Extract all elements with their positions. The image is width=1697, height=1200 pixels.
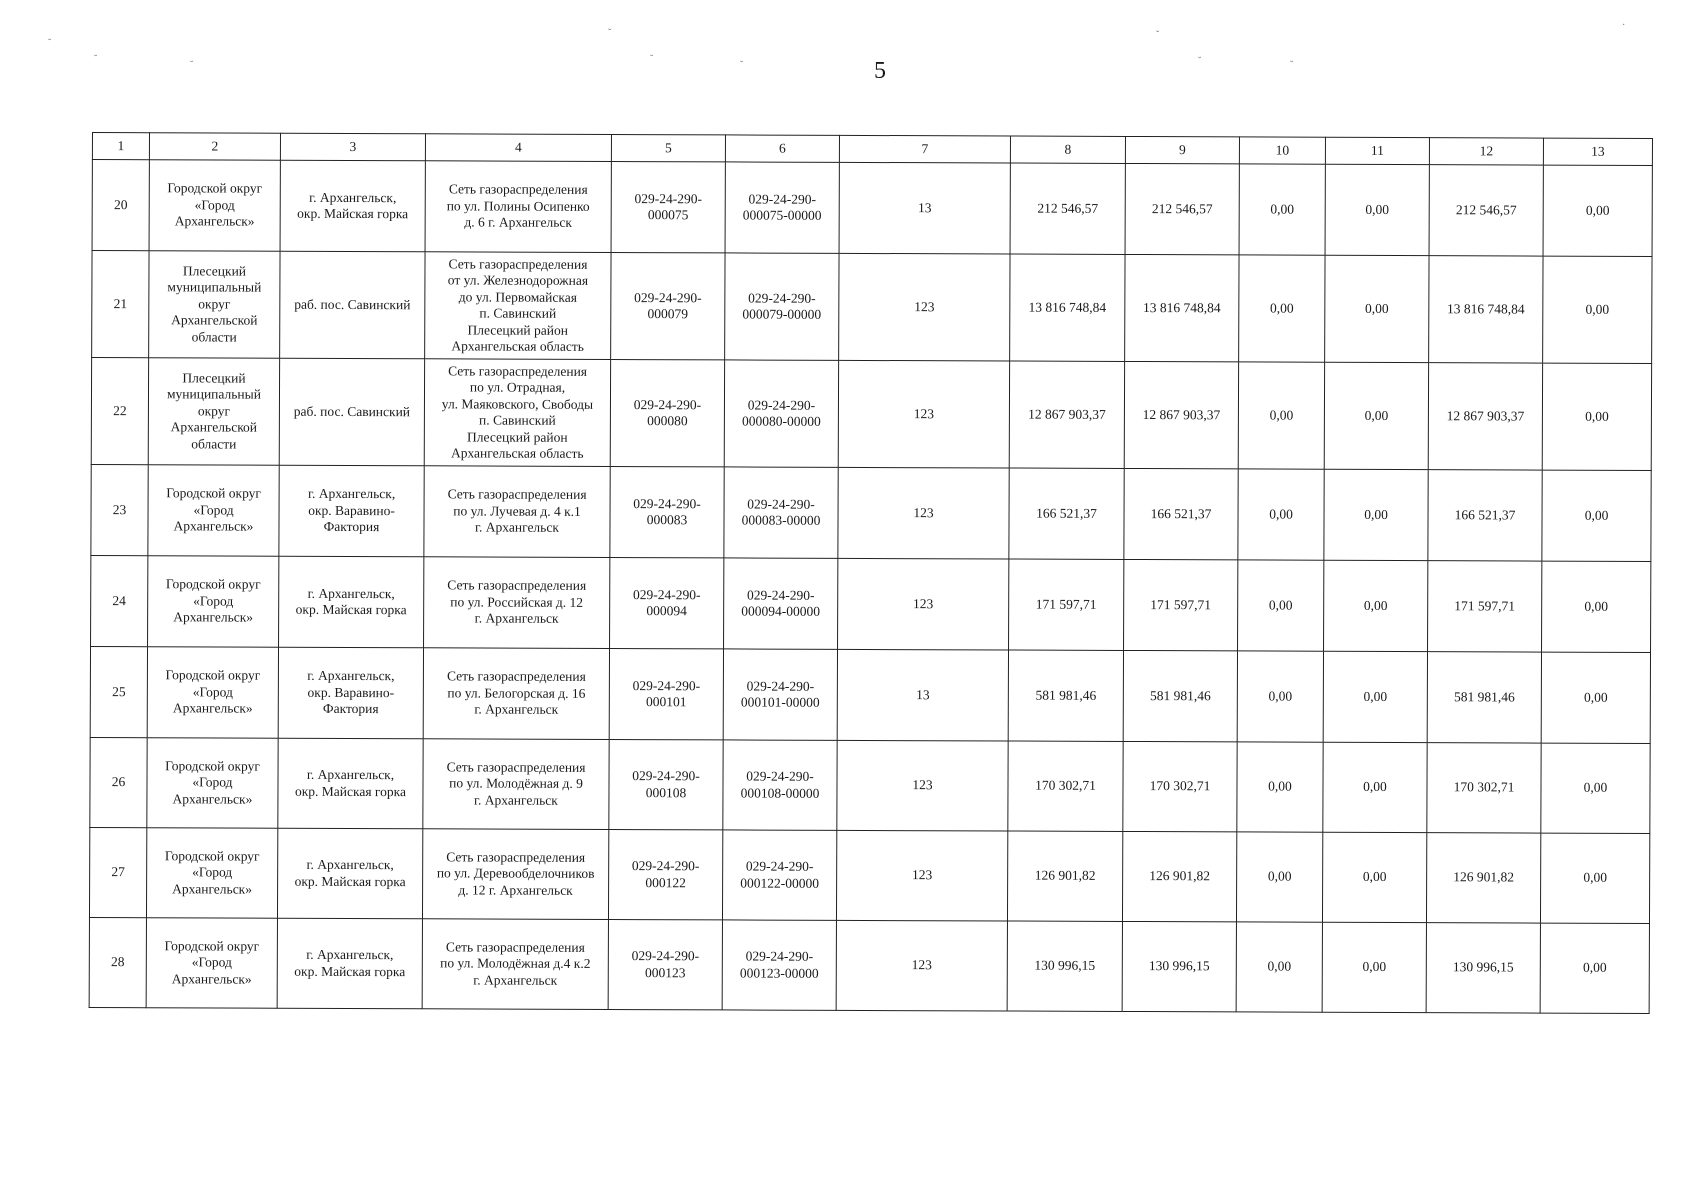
- table-row: [89, 917, 1649, 1013]
- code-cell: 029-24-290- 000083: [610, 466, 724, 557]
- header-cell-1: 1: [92, 133, 149, 160]
- table-row: [91, 464, 1651, 561]
- code-cell: 029-24-290- 000079: [611, 252, 725, 359]
- value-cell-9: 171 597,71: [1124, 559, 1238, 650]
- value-cell-12: 170 302,71: [1427, 743, 1541, 833]
- row-number-cell: 21: [92, 251, 149, 358]
- value-cell-9: 212 546,57: [1125, 163, 1239, 254]
- location-cell: раб. пос. Савинский: [280, 251, 425, 359]
- inventory-number-cell: 029-24-290- 000108-00000: [723, 740, 837, 830]
- header-cell-10: 10: [1239, 137, 1325, 164]
- value-cell-10: 0,00: [1239, 255, 1325, 362]
- value-cell-11: 0,00: [1325, 164, 1429, 255]
- value-cell-8: 126 901,82: [1007, 831, 1122, 921]
- object-name-cell: Сеть газораспределения по ул. Белогорская д. 16 г. Архангельск: [423, 648, 609, 740]
- header-cell-12: 12: [1429, 138, 1543, 165]
- object-name-cell: Сеть газораспределения от ул. Железнодорожная до ул. Первомайская п. Савинский Плесецкий район Архангельская область: [425, 252, 611, 360]
- location-cell: г. Архангельск, окр. Варавино- Фактория: [279, 465, 424, 557]
- location-cell: г. Архангельск, окр. Майская горка: [277, 918, 422, 1009]
- inventory-number-cell: 029-24-290- 000080-00000: [724, 360, 838, 467]
- municipality-cell: Городской округ «Город Архангельск»: [147, 738, 278, 829]
- value-cell-9: 13 816 748,84: [1125, 254, 1239, 361]
- municipality-cell: Плесецкий муниципальный округ Архангельской области: [149, 251, 280, 359]
- object-name-cell: Сеть газораспределения по ул. Отрадная, ул. Маяковского, Свободы п. Савинский Плесецкий район Архангельская область: [424, 359, 610, 467]
- value-cell-11: 0,00: [1323, 742, 1427, 832]
- value-cell-12: 12 867 903,37: [1428, 363, 1542, 470]
- value-cell-9: 166 521,37: [1124, 468, 1238, 559]
- value-cell-8: 581 981,46: [1008, 650, 1123, 741]
- value-cell-13: 0,00: [1541, 652, 1650, 743]
- header-cell-11: 11: [1325, 137, 1429, 164]
- header-cell-6: 6: [725, 135, 839, 162]
- column-7-cell: 123: [839, 253, 1010, 361]
- code-cell: 029-24-290- 000094: [610, 557, 724, 648]
- column-7-cell: 123: [837, 740, 1008, 831]
- object-name-cell: Сеть газораспределения по ул. Российская д. 12 г. Архангельск: [424, 557, 610, 649]
- value-cell-8: 212 546,57: [1010, 163, 1125, 254]
- inventory-number-cell: 029-24-290- 000075-00000: [725, 162, 839, 253]
- value-cell-8: 13 816 748,84: [1010, 254, 1125, 361]
- value-cell-11: 0,00: [1324, 560, 1428, 651]
- value-cell-13: 0,00: [1542, 363, 1651, 470]
- value-cell-10: 0,00: [1238, 362, 1324, 469]
- column-7-cell: 123: [838, 467, 1009, 559]
- table-row: [92, 251, 1652, 364]
- value-cell-10: 0,00: [1238, 560, 1324, 651]
- municipality-cell: Городской округ «Город Архангельск»: [147, 647, 278, 739]
- table-body: [89, 160, 1652, 1014]
- location-cell: г. Архангельск, окр. Варавино- Фактория: [278, 647, 423, 739]
- value-cell-12: 13 816 748,84: [1429, 256, 1543, 363]
- table-row: [92, 160, 1652, 257]
- header-cell-2: 2: [149, 133, 280, 161]
- value-cell-11: 0,00: [1323, 651, 1427, 742]
- row-number-cell: 22: [91, 358, 148, 465]
- value-cell-12: 212 546,57: [1429, 165, 1543, 256]
- location-cell: г. Архангельск, окр. Майская горка: [279, 556, 424, 648]
- column-7-cell: 123: [836, 830, 1007, 921]
- row-number-cell: 28: [89, 917, 146, 1007]
- column-7-cell: 13: [837, 649, 1008, 741]
- value-cell-13: 0,00: [1542, 561, 1651, 652]
- value-cell-12: 166 521,37: [1428, 470, 1542, 561]
- code-cell: 029-24-290- 000108: [609, 739, 723, 829]
- row-number-cell: 23: [91, 464, 148, 555]
- value-cell-9: 130 996,15: [1122, 921, 1236, 1011]
- value-cell-8: 166 521,37: [1009, 468, 1124, 559]
- value-cell-11: 0,00: [1324, 469, 1428, 560]
- value-cell-8: 170 302,71: [1008, 741, 1123, 831]
- municipality-cell: Городской округ «Город Архангельск»: [148, 465, 279, 557]
- location-cell: раб. пос. Савинский: [279, 358, 424, 466]
- inventory-number-cell: 029-24-290- 000101-00000: [723, 649, 837, 740]
- object-name-cell: Сеть газораспределения по ул. Деревообделочников д. 12 г. Архангельск: [422, 829, 608, 920]
- code-cell: 029-24-290- 000080: [610, 359, 724, 466]
- row-number-cell: 27: [89, 827, 146, 917]
- value-cell-11: 0,00: [1325, 255, 1429, 362]
- value-cell-13: 0,00: [1543, 256, 1652, 363]
- column-7-cell: 13: [839, 162, 1010, 254]
- inventory-number-cell: 029-24-290- 000122-00000: [722, 830, 836, 920]
- header-cell-7: 7: [839, 135, 1010, 163]
- value-cell-9: 126 901,82: [1122, 831, 1236, 921]
- row-number-cell: 25: [90, 646, 147, 737]
- value-cell-11: 0,00: [1322, 922, 1426, 1012]
- table-row: [91, 555, 1651, 652]
- value-cell-12: 171 597,71: [1428, 561, 1542, 652]
- location-cell: г. Архангельск, окр. Майская горка: [280, 160, 425, 252]
- value-cell-9: 12 867 903,37: [1124, 361, 1238, 468]
- row-number-cell: 26: [90, 737, 147, 827]
- row-number-cell: 24: [91, 555, 148, 646]
- table-row: [89, 827, 1649, 923]
- column-7-cell: 123: [838, 360, 1009, 468]
- municipality-cell: Городской округ «Город Архангельск»: [146, 828, 277, 919]
- municipality-cell: Городской округ «Город Архангельск»: [146, 918, 277, 1009]
- value-cell-10: 0,00: [1236, 832, 1322, 922]
- value-cell-11: 0,00: [1324, 362, 1428, 469]
- value-cell-13: 0,00: [1540, 833, 1649, 923]
- header-cell-3: 3: [280, 133, 425, 161]
- object-name-cell: Сеть газораспределения по ул. Молодёжная д. 9 г. Архангельск: [423, 739, 609, 830]
- value-cell-13: 0,00: [1543, 165, 1652, 256]
- value-cell-9: 581 981,46: [1123, 650, 1237, 741]
- location-cell: г. Архангельск, окр. Майская горка: [278, 738, 423, 829]
- municipality-cell: Городской округ «Город Архангельск»: [148, 556, 279, 648]
- object-name-cell: Сеть газораспределения по ул. Лучевая д. 4 к.1 г. Архангельск: [424, 466, 610, 558]
- location-cell: г. Архангельск, окр. Майская горка: [277, 828, 422, 919]
- value-cell-10: 0,00: [1238, 469, 1324, 560]
- table-row: [90, 737, 1650, 833]
- object-name-cell: Сеть газораспределения по ул. Полины Осипенко д. 6 г. Архангельск: [425, 161, 611, 253]
- value-cell-12: 581 981,46: [1427, 652, 1541, 743]
- value-cell-8: 12 867 903,37: [1009, 361, 1124, 468]
- value-cell-10: 0,00: [1237, 651, 1323, 742]
- code-cell: 029-24-290- 000123: [608, 919, 722, 1009]
- code-cell: 029-24-290- 000075: [611, 161, 725, 252]
- inventory-number-cell: 029-24-290- 000079-00000: [725, 253, 839, 360]
- column-7-cell: 123: [836, 920, 1007, 1011]
- value-cell-10: 0,00: [1236, 922, 1322, 1012]
- header-cell-8: 8: [1010, 136, 1125, 163]
- code-cell: 029-24-290- 000122: [608, 829, 722, 919]
- asset-table: [89, 132, 1653, 1014]
- header-cell-13: 13: [1543, 138, 1652, 165]
- column-7-cell: 123: [838, 558, 1009, 650]
- value-cell-13: 0,00: [1540, 923, 1649, 1013]
- municipality-cell: Плесецкий муниципальный округ Архангельской области: [148, 358, 279, 466]
- value-cell-11: 0,00: [1322, 832, 1426, 922]
- value-cell-10: 0,00: [1237, 742, 1323, 832]
- header-cell-5: 5: [611, 134, 725, 161]
- value-cell-12: 130 996,15: [1426, 923, 1540, 1013]
- header-cell-9: 9: [1125, 136, 1239, 163]
- object-name-cell: Сеть газораспределения по ул. Молодёжная д.4 к.2 г. Архангельск: [422, 919, 608, 1010]
- row-number-cell: 20: [92, 160, 149, 251]
- table-row: [91, 358, 1651, 471]
- inventory-number-cell: 029-24-290- 000123-00000: [722, 920, 836, 1010]
- value-cell-13: 0,00: [1541, 743, 1650, 833]
- page-number: 5: [874, 58, 886, 84]
- value-cell-8: 130 996,15: [1007, 921, 1122, 1011]
- code-cell: 029-24-290- 000101: [609, 648, 723, 739]
- value-cell-8: 171 597,71: [1009, 559, 1124, 650]
- value-cell-12: 126 901,82: [1426, 833, 1540, 923]
- municipality-cell: Городской округ «Город Архангельск»: [149, 160, 280, 252]
- inventory-number-cell: 029-24-290- 000094-00000: [724, 558, 838, 649]
- header-cell-4: 4: [425, 134, 611, 162]
- inventory-number-cell: 029-24-290- 000083-00000: [724, 467, 838, 558]
- value-cell-10: 0,00: [1239, 164, 1325, 255]
- value-cell-9: 170 302,71: [1123, 741, 1237, 831]
- table-row: [90, 646, 1650, 743]
- value-cell-13: 0,00: [1542, 470, 1651, 561]
